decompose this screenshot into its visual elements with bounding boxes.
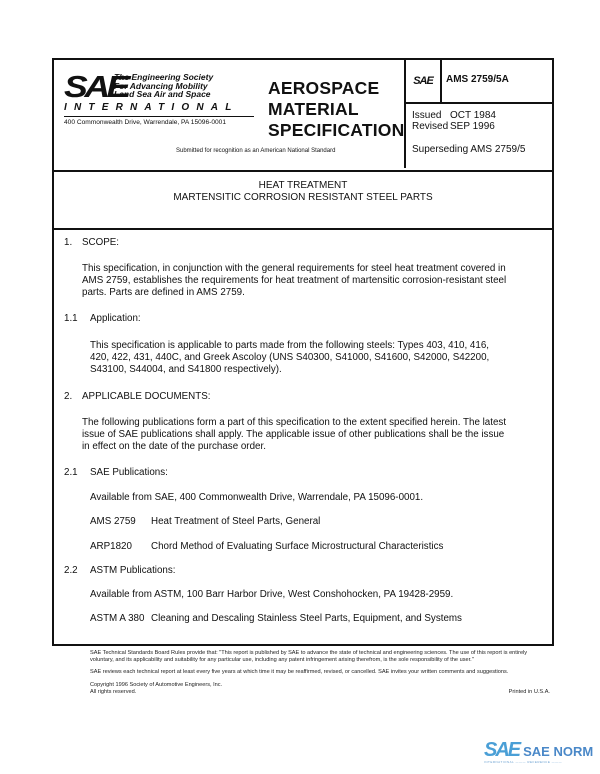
footer-review: SAE reviews each technical report at least every five years at which time it may be reaffirmed, revised, or cancelled. SAE invites your written comments and suggestions. bbox=[90, 669, 509, 676]
ref-code: AMS 2759 bbox=[90, 516, 136, 527]
divider bbox=[64, 116, 254, 117]
doc-number: AMS 2759/5A bbox=[446, 74, 509, 85]
section-2-heading: APPLICABLE DOCUMENTS: bbox=[82, 391, 211, 402]
section-1-1-body-3: S43100, S44004, and S41800 respectively). bbox=[90, 364, 282, 375]
watermark-text: SAE NORM bbox=[523, 744, 594, 759]
revised-value: SEP 1996 bbox=[450, 121, 495, 132]
doc-dates bbox=[412, 110, 496, 132]
section-1-body-2: AMS 2759, establishes the requirements for heat treatment of martensitic corrosion-resistant steel bbox=[82, 275, 507, 286]
document-frame bbox=[52, 58, 554, 646]
superseding: Superseding AMS 2759/5 bbox=[412, 144, 526, 155]
section-2-1-heading: SAE Publications: bbox=[90, 467, 168, 478]
section-1-body-3: parts. Parts are defined in AMS 2759. bbox=[82, 287, 245, 298]
section-2-body-1: The following publications form a part of this specification to the extent specified herein. The latest bbox=[82, 417, 507, 428]
copyright-line-2: All rights reserved. bbox=[90, 688, 137, 695]
ref-title: Chord Method of Evaluating Surface Microstructural Characteristics bbox=[151, 541, 444, 552]
section-2-1-number: 2.1 bbox=[64, 467, 78, 478]
section-1-1-body-1: This specification is applicable to parts made from the following steels: Types 403, 410, 416, bbox=[90, 340, 489, 351]
section-1-1-heading: Application: bbox=[90, 313, 141, 324]
sae-norm-watermark bbox=[484, 739, 594, 764]
header bbox=[54, 60, 552, 172]
ref-code: ARP1820 bbox=[90, 541, 132, 552]
revised-label: Revised bbox=[412, 121, 449, 132]
submitted-note: Submitted for recognition as an American National Standard bbox=[176, 148, 336, 154]
ref-code: ASTM A 380 bbox=[90, 613, 145, 624]
section-1-heading: SCOPE: bbox=[82, 237, 120, 248]
header-right bbox=[404, 60, 554, 168]
document-title bbox=[54, 170, 552, 230]
header-left bbox=[54, 60, 404, 168]
copyright-line-1: Copyright 1996 Society of Automotive Engineers, Inc. bbox=[90, 681, 223, 688]
section-1-1-number: 1.1 bbox=[64, 313, 78, 324]
sae-logo-mark: SAE bbox=[64, 69, 127, 104]
title-line-2: MARTENSITIC CORROSION RESISTANT STEEL PARTS bbox=[173, 192, 433, 203]
section-1-number: 1. bbox=[64, 237, 73, 248]
doc-number-box bbox=[406, 60, 552, 104]
section-2-body-2: issue of SAE publications shall apply. The applicable issue of other publications shall be the issue bbox=[82, 429, 505, 440]
sae-tagline: The Engineering Society For Advancing Mobility Land Sea Air and Space bbox=[114, 72, 214, 99]
issued-label: Issued bbox=[412, 110, 442, 121]
section-2-2-number: 2.2 bbox=[64, 565, 78, 576]
section-2-2-availability: Available from ASTM, 100 Barr Harbor Drive, West Conshohocken, PA 19428-2959. bbox=[90, 589, 454, 600]
sae-small-logo: SAE bbox=[406, 60, 442, 102]
watermark-logo: SAE bbox=[484, 739, 520, 761]
ref-title: Heat Treatment of Steel Parts, General bbox=[151, 516, 321, 527]
watermark-subtext: INTERNATIONAL ——— REFERENCE ——— bbox=[484, 760, 563, 764]
international-label: INTERNATIONAL bbox=[64, 102, 239, 113]
printed-in: Printed in U.S.A. bbox=[508, 688, 550, 695]
title-line-1: HEAT TREATMENT bbox=[258, 180, 348, 191]
sae-address: 400 Commonwealth Drive, Warrendale, PA 15096-0001 bbox=[64, 119, 226, 126]
section-1-body-1: This specification, in conjunction with the general requirements for steel heat treatment covered in bbox=[82, 263, 506, 274]
section-2-body-3: in effect on the date of the purchase order. bbox=[82, 441, 266, 452]
footer-rules: SAE Technical Standards Board Rules provide that: "This report is published by SAE to advance the state of technical and engineering sciences. The use of this report is entirely voluntary, and its applicability and suitability for any particular use, including any patent infringement arising therefrom, is the sole responsibility of the user." bbox=[90, 650, 528, 664]
footer bbox=[90, 650, 550, 696]
section-1-1-body-2: 420, 422, 431, 440C, and Greek Ascoloy (UNS S40300, S41000, S41600, S42000, S42200, bbox=[90, 352, 490, 363]
ref-title: Cleaning and Descaling Stainless Steel Parts, Equipment, and Systems bbox=[151, 613, 462, 624]
section-2-number: 2. bbox=[64, 391, 73, 402]
issued-value: OCT 1984 bbox=[450, 110, 496, 121]
section-2-2-heading: ASTM Publications: bbox=[90, 565, 176, 576]
section-2-1-availability: Available from SAE, 400 Commonwealth Drive, Warrendale, PA 15096-0001. bbox=[90, 492, 424, 503]
spec-title: AEROSPACE MATERIAL SPECIFICATION bbox=[268, 78, 405, 140]
